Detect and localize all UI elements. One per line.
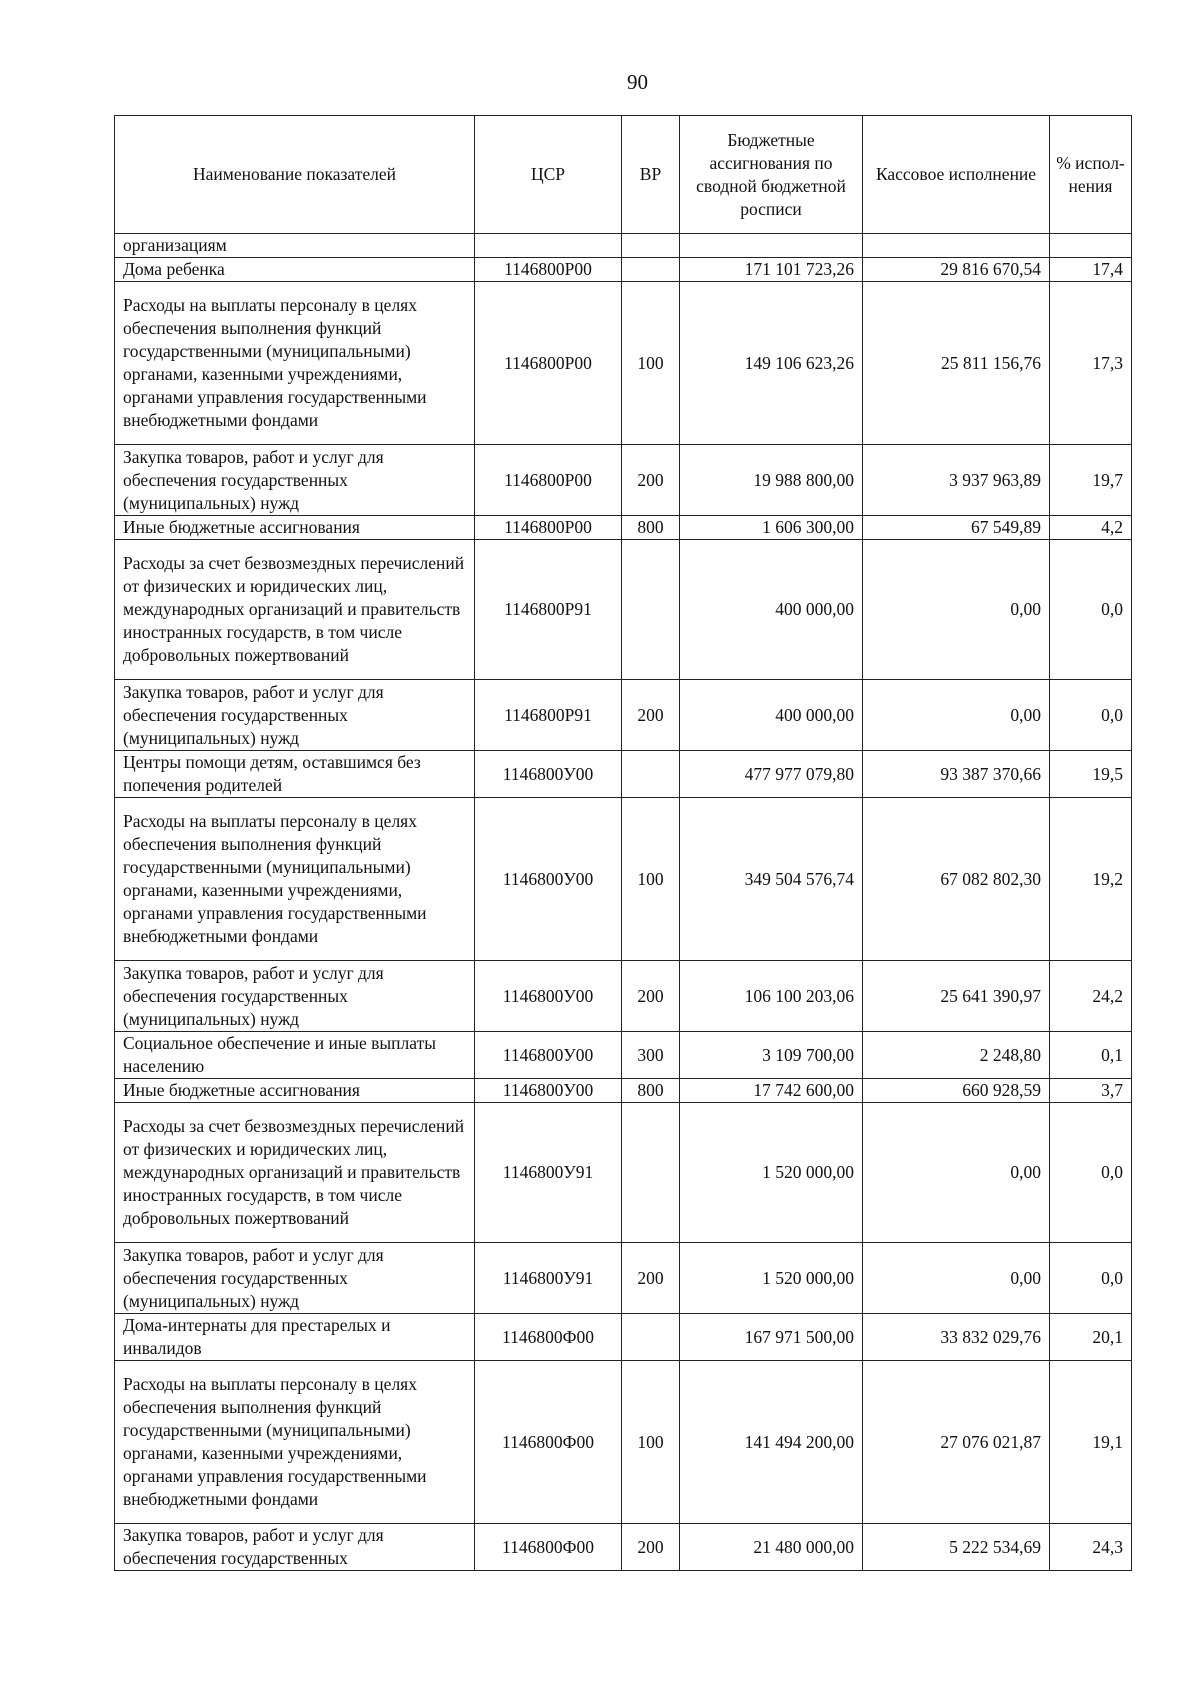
table-row bbox=[115, 961, 1132, 1032]
cell-csr: 1146800У00 bbox=[475, 798, 622, 961]
cell-percent: 0,0 bbox=[1050, 1243, 1132, 1314]
cell-vr: 100 bbox=[622, 1361, 680, 1524]
cell-csr: 1146800Ф00 bbox=[475, 1524, 622, 1571]
cell-csr: 1146800Ф00 bbox=[475, 1361, 622, 1524]
cell-budget: 149 106 623,26 bbox=[680, 282, 863, 445]
cell-name: Расходы на выплаты персоналу в целях обеспечения выполнения функций государственными (муниципальными) органами, казенными учреждениями, органами управления государственными внебюджетными фондами bbox=[115, 798, 475, 961]
cell-cash: 0,00 bbox=[863, 1103, 1050, 1243]
cell-cash: 67 549,89 bbox=[863, 516, 1050, 540]
cell-percent: 24,3 bbox=[1050, 1524, 1132, 1571]
cell-budget: 477 977 079,80 bbox=[680, 751, 863, 798]
header-csr: ЦСР bbox=[475, 116, 622, 234]
cell-percent: 0,0 bbox=[1050, 540, 1132, 680]
cell-cash: 660 928,59 bbox=[863, 1079, 1050, 1103]
cell-vr: 100 bbox=[622, 282, 680, 445]
table-row bbox=[115, 751, 1132, 798]
cell-csr: 1146800Р00 bbox=[475, 516, 622, 540]
cell-cash bbox=[863, 234, 1050, 258]
cell-percent: 19,7 bbox=[1050, 445, 1132, 516]
cell-vr: 200 bbox=[622, 1524, 680, 1571]
cell-name: Дома-интернаты для престарелых и инвалидов bbox=[115, 1314, 475, 1361]
page-number: 90 bbox=[627, 70, 648, 94]
header-percent: % испол-нения bbox=[1050, 116, 1132, 234]
budget-table bbox=[114, 115, 1132, 1571]
cell-cash: 25 811 156,76 bbox=[863, 282, 1050, 445]
cell-csr: 1146800У91 bbox=[475, 1103, 622, 1243]
cell-cash: 0,00 bbox=[863, 540, 1050, 680]
cell-percent: 3,7 bbox=[1050, 1079, 1132, 1103]
cell-name: Расходы за счет безвозмездных перечислений от физических и юридических лиц, международных организаций и правительств иностранных государств, в том числе добровольных пожертвований bbox=[115, 1103, 475, 1243]
table-row bbox=[115, 1103, 1132, 1243]
cell-csr: 1146800Р00 bbox=[475, 445, 622, 516]
cell-percent: 0,1 bbox=[1050, 1032, 1132, 1079]
cell-budget: 19 988 800,00 bbox=[680, 445, 863, 516]
cell-name: организациям bbox=[115, 234, 475, 258]
cell-name: Расходы за счет безвозмездных перечислений от физических и юридических лиц, международных организаций и правительств иностранных государств, в том числе добровольных пожертвований bbox=[115, 540, 475, 680]
cell-cash: 33 832 029,76 bbox=[863, 1314, 1050, 1361]
cell-csr: 1146800У00 bbox=[475, 1032, 622, 1079]
cell-percent: 19,1 bbox=[1050, 1361, 1132, 1524]
cell-budget bbox=[680, 234, 863, 258]
cell-csr: 1146800Ф00 bbox=[475, 1314, 622, 1361]
cell-csr: 1146800У00 bbox=[475, 1079, 622, 1103]
cell-budget: 21 480 000,00 bbox=[680, 1524, 863, 1571]
cell-cash: 27 076 021,87 bbox=[863, 1361, 1050, 1524]
cell-csr: 1146800Р91 bbox=[475, 540, 622, 680]
cell-cash: 0,00 bbox=[863, 680, 1050, 751]
table-row bbox=[115, 1243, 1132, 1314]
header-budget: Бюджетные ассигнования по сводной бюджетной росписи bbox=[680, 116, 863, 234]
cell-name: Закупка товаров, работ и услуг для обеспечения государственных (муниципальных) нужд bbox=[115, 1243, 475, 1314]
cell-cash: 29 816 670,54 bbox=[863, 258, 1050, 282]
table-row bbox=[115, 516, 1132, 540]
cell-percent: 4,2 bbox=[1050, 516, 1132, 540]
cell-cash: 67 082 802,30 bbox=[863, 798, 1050, 961]
cell-cash: 0,00 bbox=[863, 1243, 1050, 1314]
cell-percent: 0,0 bbox=[1050, 1103, 1132, 1243]
cell-name: Закупка товаров, работ и услуг для обеспечения государственных (муниципальных) нужд bbox=[115, 680, 475, 751]
cell-percent bbox=[1050, 234, 1132, 258]
cell-percent: 24,2 bbox=[1050, 961, 1132, 1032]
table-row bbox=[115, 680, 1132, 751]
cell-name: Закупка товаров, работ и услуг для обеспечения государственных (муниципальных) нужд bbox=[115, 445, 475, 516]
cell-name: Расходы на выплаты персоналу в целях обеспечения выполнения функций государственными (муниципальными) органами, казенными учреждениями, органами управления государственными внебюджетными фондами bbox=[115, 1361, 475, 1524]
cell-vr bbox=[622, 1103, 680, 1243]
header-vr: ВР bbox=[622, 116, 680, 234]
cell-budget: 167 971 500,00 bbox=[680, 1314, 863, 1361]
table-row bbox=[115, 234, 1132, 258]
table-row bbox=[115, 258, 1132, 282]
cell-vr: 200 bbox=[622, 680, 680, 751]
cell-csr: 1146800Р00 bbox=[475, 258, 622, 282]
cell-budget: 400 000,00 bbox=[680, 680, 863, 751]
cell-percent: 20,1 bbox=[1050, 1314, 1132, 1361]
cell-csr: 1146800Р00 bbox=[475, 282, 622, 445]
header-cash: Кассовое исполнение bbox=[863, 116, 1050, 234]
cell-vr: 300 bbox=[622, 1032, 680, 1079]
cell-vr: 800 bbox=[622, 1079, 680, 1103]
cell-budget: 349 504 576,74 bbox=[680, 798, 863, 961]
cell-name: Расходы на выплаты персоналу в целях обеспечения выполнения функций государственными (муниципальными) органами, казенными учреждениями, органами управления государственными внебюджетными фондами bbox=[115, 282, 475, 445]
cell-csr bbox=[475, 234, 622, 258]
cell-vr: 200 bbox=[622, 445, 680, 516]
cell-vr: 200 bbox=[622, 961, 680, 1032]
table-row bbox=[115, 1314, 1132, 1361]
cell-name: Иные бюджетные ассигнования bbox=[115, 516, 475, 540]
cell-budget: 1 606 300,00 bbox=[680, 516, 863, 540]
cell-name: Дома ребенка bbox=[115, 258, 475, 282]
cell-csr: 1146800У91 bbox=[475, 1243, 622, 1314]
cell-vr bbox=[622, 751, 680, 798]
cell-csr: 1146800У00 bbox=[475, 961, 622, 1032]
cell-csr: 1146800У00 bbox=[475, 751, 622, 798]
cell-name: Социальное обеспечение и иные выплаты населению bbox=[115, 1032, 475, 1079]
cell-percent: 17,4 bbox=[1050, 258, 1132, 282]
cell-budget: 1 520 000,00 bbox=[680, 1103, 863, 1243]
cell-vr: 800 bbox=[622, 516, 680, 540]
cell-csr: 1146800Р91 bbox=[475, 680, 622, 751]
cell-cash: 5 222 534,69 bbox=[863, 1524, 1050, 1571]
cell-percent: 17,3 bbox=[1050, 282, 1132, 445]
cell-vr: 200 bbox=[622, 1243, 680, 1314]
cell-vr bbox=[622, 234, 680, 258]
table-header-row bbox=[115, 116, 1132, 234]
cell-budget: 141 494 200,00 bbox=[680, 1361, 863, 1524]
table-row bbox=[115, 540, 1132, 680]
table-row bbox=[115, 1032, 1132, 1079]
table-row bbox=[115, 282, 1132, 445]
header-name: Наименование показателей bbox=[115, 116, 475, 234]
cell-budget: 3 109 700,00 bbox=[680, 1032, 863, 1079]
cell-vr bbox=[622, 258, 680, 282]
cell-cash: 2 248,80 bbox=[863, 1032, 1050, 1079]
cell-budget: 106 100 203,06 bbox=[680, 961, 863, 1032]
cell-name: Иные бюджетные ассигнования bbox=[115, 1079, 475, 1103]
cell-cash: 25 641 390,97 bbox=[863, 961, 1050, 1032]
cell-percent: 19,2 bbox=[1050, 798, 1132, 961]
cell-percent: 19,5 bbox=[1050, 751, 1132, 798]
cell-percent: 0,0 bbox=[1050, 680, 1132, 751]
cell-name: Закупка товаров, работ и услуг для обеспечения государственных (муниципальных) нужд bbox=[115, 961, 475, 1032]
cell-name: Центры помощи детям, оставшимся без попечения родителей bbox=[115, 751, 475, 798]
cell-budget: 171 101 723,26 bbox=[680, 258, 863, 282]
cell-cash: 93 387 370,66 bbox=[863, 751, 1050, 798]
cell-budget: 1 520 000,00 bbox=[680, 1243, 863, 1314]
cell-budget: 400 000,00 bbox=[680, 540, 863, 680]
table-row bbox=[115, 445, 1132, 516]
cell-vr bbox=[622, 540, 680, 680]
cell-vr: 100 bbox=[622, 798, 680, 961]
cell-cash: 3 937 963,89 bbox=[863, 445, 1050, 516]
cell-vr bbox=[622, 1314, 680, 1361]
table-row bbox=[115, 1361, 1132, 1524]
cell-budget: 17 742 600,00 bbox=[680, 1079, 863, 1103]
cell-name: Закупка товаров, работ и услуг для обеспечения государственных bbox=[115, 1524, 475, 1571]
table-row bbox=[115, 1079, 1132, 1103]
table-row bbox=[115, 798, 1132, 961]
table-row bbox=[115, 1524, 1132, 1571]
